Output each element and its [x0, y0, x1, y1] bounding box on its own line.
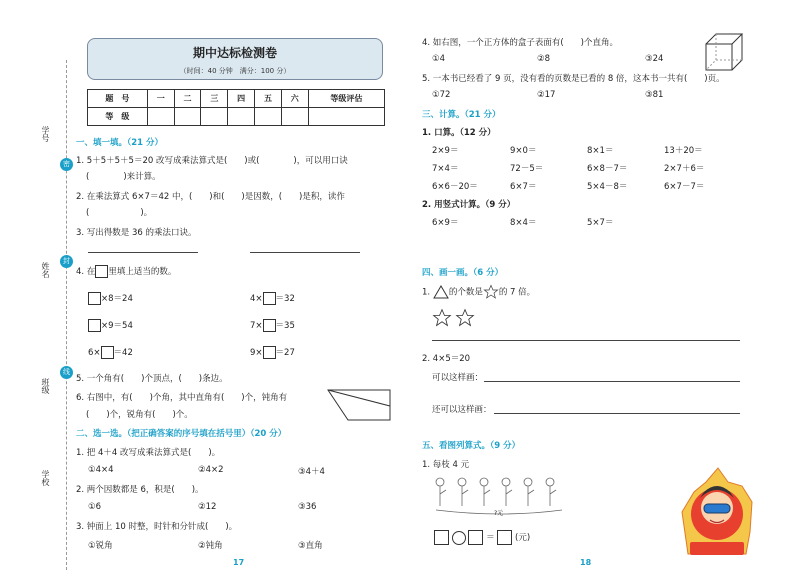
fill-suffix: ＝27	[275, 348, 295, 358]
page-number-left: 17	[233, 558, 245, 567]
grade-input-cell[interactable]	[201, 108, 228, 126]
sidebar-label-school: 学校	[41, 470, 50, 486]
stars-row	[432, 308, 475, 331]
fill-box[interactable]	[263, 346, 276, 359]
grade-input-cell[interactable]	[147, 108, 174, 126]
draw-1-suffix: 的 7 倍。	[498, 287, 536, 298]
calc-item[interactable]: 2×7＋6＝	[664, 164, 705, 174]
vertical-calc-item[interactable]: 5×7＝	[587, 218, 614, 228]
fill-prefix: 4×	[250, 294, 263, 304]
question-6-line-1: 6. 右图中，有( )个角，其中直角有( )个，钝角有	[76, 393, 288, 403]
page-number-right: 18	[580, 558, 592, 567]
section-5-heading: 五、看图列算式。（9 分）	[422, 441, 521, 451]
calc-item[interactable]: 72－5＝	[510, 164, 544, 174]
answer-line[interactable]	[88, 252, 198, 253]
question-4	[76, 265, 176, 278]
calc-item[interactable]: 5×4－8＝	[587, 182, 628, 192]
exam-subtitle: （时间：40 分钟 满分：100 分）	[179, 67, 291, 75]
choice-option[interactable]: ③直角	[298, 541, 323, 551]
drawing-line[interactable]	[484, 381, 740, 382]
fill-item-1	[88, 292, 133, 305]
fill-suffix: ×8＝24	[101, 294, 133, 304]
calc-item[interactable]: 6×8－7＝	[587, 164, 628, 174]
calc-item[interactable]: 7×4＝	[432, 164, 459, 174]
grade-input-cell[interactable]	[308, 108, 384, 126]
operator-circle[interactable]	[452, 531, 466, 545]
answer-line[interactable]	[250, 252, 360, 253]
picture-question-1: 1. 每枝 4 元	[422, 460, 470, 470]
equation-box[interactable]	[468, 530, 483, 545]
score-table	[87, 89, 385, 126]
calc-2-heading: 2. 用竖式计算。（9 分）	[422, 200, 516, 210]
fill-suffix: ＝32	[275, 294, 295, 304]
choice-5: 5. 一本书已经看了 9 页，没有看的页数是已看的 8 倍，这本书一共有( )页。	[422, 74, 725, 84]
fill-box[interactable]	[101, 346, 114, 359]
draw-1	[422, 284, 535, 300]
choice-1: 1. 把 4＋4 改写成乘法算式是( )。	[76, 448, 221, 458]
star-icon	[432, 308, 452, 328]
score-table-header-row	[88, 90, 385, 108]
trapezoid-figure	[326, 388, 392, 422]
choice-option[interactable]: ③36	[298, 502, 317, 512]
choice-option[interactable]: ①72	[432, 90, 451, 100]
equals-sign: ＝	[486, 533, 495, 543]
question-6-line-2: ( )个，锐角有( )个。	[86, 410, 193, 420]
grade-input-cell[interactable]	[174, 108, 201, 126]
equation-box[interactable]	[434, 530, 449, 545]
grade-input-cell[interactable]	[228, 108, 255, 126]
score-cell: 一	[147, 90, 174, 108]
vertical-calc-item[interactable]: 6×9＝	[432, 218, 459, 228]
draw-1-middle: 的个数是	[448, 287, 483, 298]
draw-1-prefix: 1.	[422, 287, 431, 298]
fill-suffix: ＝35	[275, 321, 295, 331]
drawing-line[interactable]	[494, 413, 740, 414]
choice-option[interactable]: ②4×2	[198, 465, 224, 475]
draw-2-option-a: 可以这样画：	[432, 373, 484, 383]
section-4-heading: 四、画一画。（6 分）	[422, 268, 504, 278]
unit-label: (元)	[515, 533, 531, 543]
sidebar-label-class: 班级	[41, 378, 50, 394]
calc-item[interactable]: 2×9＝	[432, 146, 459, 156]
vertical-calc-item[interactable]: 8×4＝	[510, 218, 537, 228]
fill-box[interactable]	[88, 292, 101, 305]
fill-item-2	[250, 292, 295, 305]
seal-mi: 密	[60, 158, 73, 171]
score-cell: 等级评估	[308, 90, 384, 108]
question-3: 3. 写出得数是 36 的乘法口诀。	[76, 228, 197, 238]
calc-item[interactable]: 13＋20＝	[664, 146, 703, 156]
section-1-heading: 一、填一填。（21 分）	[76, 138, 164, 148]
choice-option[interactable]: ②12	[198, 502, 217, 512]
fill-item-4	[250, 319, 295, 332]
sidebar-label-name: 姓名	[41, 262, 50, 278]
grade-input-cell[interactable]	[281, 108, 308, 126]
choice-option[interactable]: ③81	[645, 90, 664, 100]
equation-template	[434, 530, 530, 545]
score-table-grade-row	[88, 108, 385, 126]
blank-box	[95, 265, 108, 278]
triangle-icon	[433, 285, 449, 299]
fill-suffix: ＝42	[113, 348, 133, 358]
fill-prefix: 9×	[250, 348, 263, 358]
drawing-line[interactable]	[432, 340, 740, 341]
calc-item[interactable]: 6×7＝	[510, 182, 537, 192]
calc-item[interactable]: 6×6－20＝	[432, 182, 478, 192]
choice-option[interactable]: ②17	[537, 90, 556, 100]
score-cell: 三	[201, 90, 228, 108]
calc-item[interactable]: 8×1＝	[587, 146, 614, 156]
question-2-line-2: ( )。	[86, 208, 153, 218]
choice-4: 4. 如右图，一个正方体的盒子表面有( )个直角。	[422, 38, 618, 48]
draw-2-option-b: 还可以这样画：	[432, 405, 492, 415]
question-4-suffix: 里填上适当的数。	[108, 267, 177, 277]
mascot-logo-icon	[678, 462, 756, 562]
fill-item-3	[88, 319, 133, 332]
choice-option[interactable]: ①4	[432, 54, 446, 64]
choice-option[interactable]: ③24	[645, 54, 664, 64]
score-cell: 等 级	[88, 108, 148, 126]
star-icon	[455, 308, 475, 328]
choice-option[interactable]: ②钝角	[198, 541, 223, 551]
question-2-line-1: 2. 在乘法算式 6×7＝42 中，( )和( )是因数，( )是积，读作	[76, 192, 345, 202]
section-3-heading: 三、计算。（21 分）	[422, 110, 501, 120]
fill-box[interactable]	[88, 319, 101, 332]
price-tag: ?元	[494, 510, 504, 517]
calc-item[interactable]: 9×0＝	[510, 146, 537, 156]
question-4-prefix: 4. 在	[76, 267, 96, 277]
score-cell: 题 号	[88, 90, 148, 108]
choice-2: 2. 两个因数都是 6，积是( )。	[76, 485, 204, 495]
calc-1-heading: 1. 口算。（12 分）	[422, 128, 496, 138]
fill-prefix: 7×	[250, 321, 263, 331]
fill-item-5	[88, 346, 133, 359]
fill-box[interactable]	[263, 292, 276, 305]
choice-option[interactable]: ②8	[537, 54, 551, 64]
section-2-heading: 二、选一选。（把正确答案的序号填在括号里）（20 分）	[76, 429, 287, 439]
sidebar-label-student-id: 学号	[41, 126, 50, 142]
star-icon	[483, 284, 499, 300]
question-1-line-1: 1. 5＋5＋5＋5＝20 改写成乘法算式是( )或( )，可以用口诀	[76, 156, 348, 166]
score-cell: 二	[174, 90, 201, 108]
choice-option[interactable]: ③4＋4	[298, 467, 325, 477]
score-cell: 六	[281, 90, 308, 108]
draw-2: 2. 4×5＝20	[422, 354, 471, 364]
choice-option[interactable]: ①6	[88, 502, 102, 512]
calc-item[interactable]: 6×7－7＝	[664, 182, 705, 192]
question-5: 5. 一个角有( )个顶点，( )条边。	[76, 374, 228, 384]
binding-line	[66, 60, 67, 570]
grade-input-cell[interactable]	[255, 108, 282, 126]
fill-suffix: ×9＝54	[101, 321, 133, 331]
cube-figure	[704, 32, 744, 72]
seal-feng: 封	[60, 255, 73, 268]
seal-xian: 线	[60, 366, 73, 379]
fill-box[interactable]	[263, 319, 276, 332]
question-1-line-2: ( )来计算。	[86, 172, 161, 182]
choice-option[interactable]: ①锐角	[88, 541, 113, 551]
equation-box[interactable]	[497, 530, 512, 545]
fill-prefix: 6×	[88, 348, 101, 358]
score-cell: 四	[228, 90, 255, 108]
exam-title-banner	[87, 38, 383, 80]
choice-option[interactable]: ①4×4	[88, 465, 114, 475]
choice-3: 3. 钟面上 10 时整，时针和分针成( )。	[76, 522, 238, 532]
exam-title: 期中达标检测卷	[192, 46, 277, 60]
score-cell: 五	[255, 90, 282, 108]
fill-item-6	[250, 346, 295, 359]
